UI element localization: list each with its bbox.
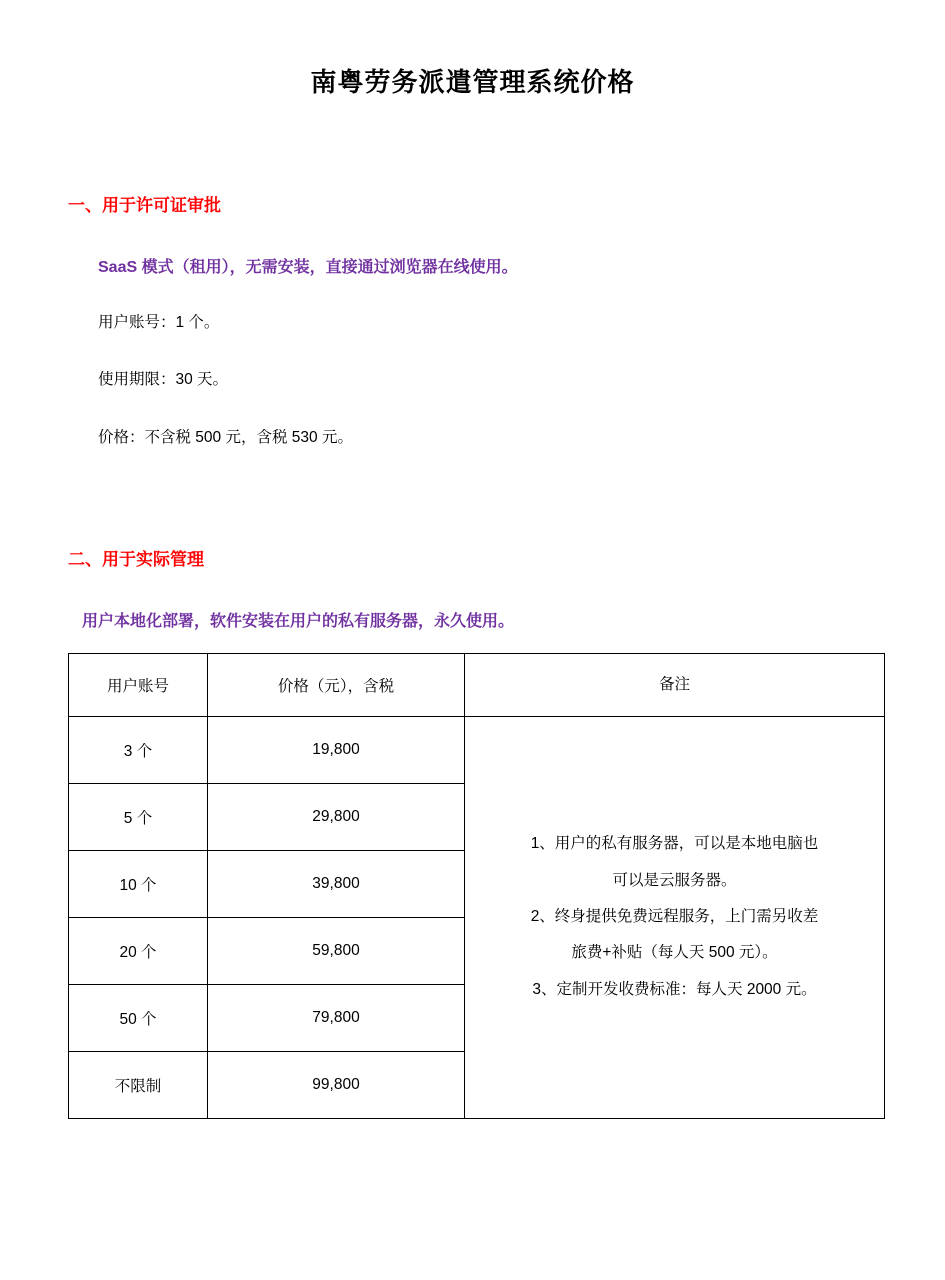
section-subheading-1: SaaS 模式（租用），无需安装，直接通过浏览器在线使用。	[98, 259, 518, 276]
table-header-remark: 备注	[465, 653, 885, 716]
cell-remark	[465, 716, 885, 1118]
table-header-account: 用户账号	[69, 653, 208, 716]
cell-account: 10 个	[69, 850, 208, 917]
remark-line-5: 3、定制开发收费标准：每人天 2000 元。	[532, 980, 817, 998]
table-row	[69, 716, 885, 783]
cell-account: 20 个	[69, 917, 208, 984]
section-subheading-2: 用户本地化部署，软件安装在用户的私有服务器，永久使用。	[82, 612, 515, 630]
section-1-paragraph-1: 用户账号：1 个。	[98, 314, 220, 331]
cell-account: 不限制	[69, 1051, 208, 1118]
cell-price: 29,800	[208, 783, 465, 850]
cell-account: 3 个	[69, 716, 208, 783]
remark-line-4: 旅费+补贴（每人天 500 元）。	[571, 944, 778, 962]
cell-price: 99,800	[208, 1051, 465, 1118]
section-1-paragraph-2: 使用期限：30 天。	[98, 371, 229, 389]
pricing-table	[68, 653, 885, 1119]
remark-line-2: 可以是云服务器。	[612, 871, 737, 889]
remark-line-3: 2、终身提供免费远程服务，上门需另收差	[530, 908, 819, 926]
table-header-row	[69, 653, 885, 716]
cell-account: 50 个	[69, 984, 208, 1051]
page-title: 南粤劳务派遣管理系统价格	[310, 67, 635, 97]
section-1-paragraph-3: 价格：不含税 500 元，含税 530 元。	[98, 428, 353, 446]
table-header-price: 价格（元），含税	[208, 653, 465, 716]
document-page	[0, 62, 945, 1280]
cell-account: 5 个	[69, 783, 208, 850]
section-heading-1: 一、用于许可证审批	[68, 196, 221, 215]
section-heading-2: 二、用于实际管理	[68, 549, 204, 569]
cell-price: 19,800	[208, 716, 465, 783]
cell-price: 39,800	[208, 850, 465, 917]
cell-price: 79,800	[208, 984, 465, 1051]
cell-price: 59,800	[208, 917, 465, 984]
remark-line-1: 1、用户的私有服务器，可以是本地电脑也	[530, 835, 819, 853]
